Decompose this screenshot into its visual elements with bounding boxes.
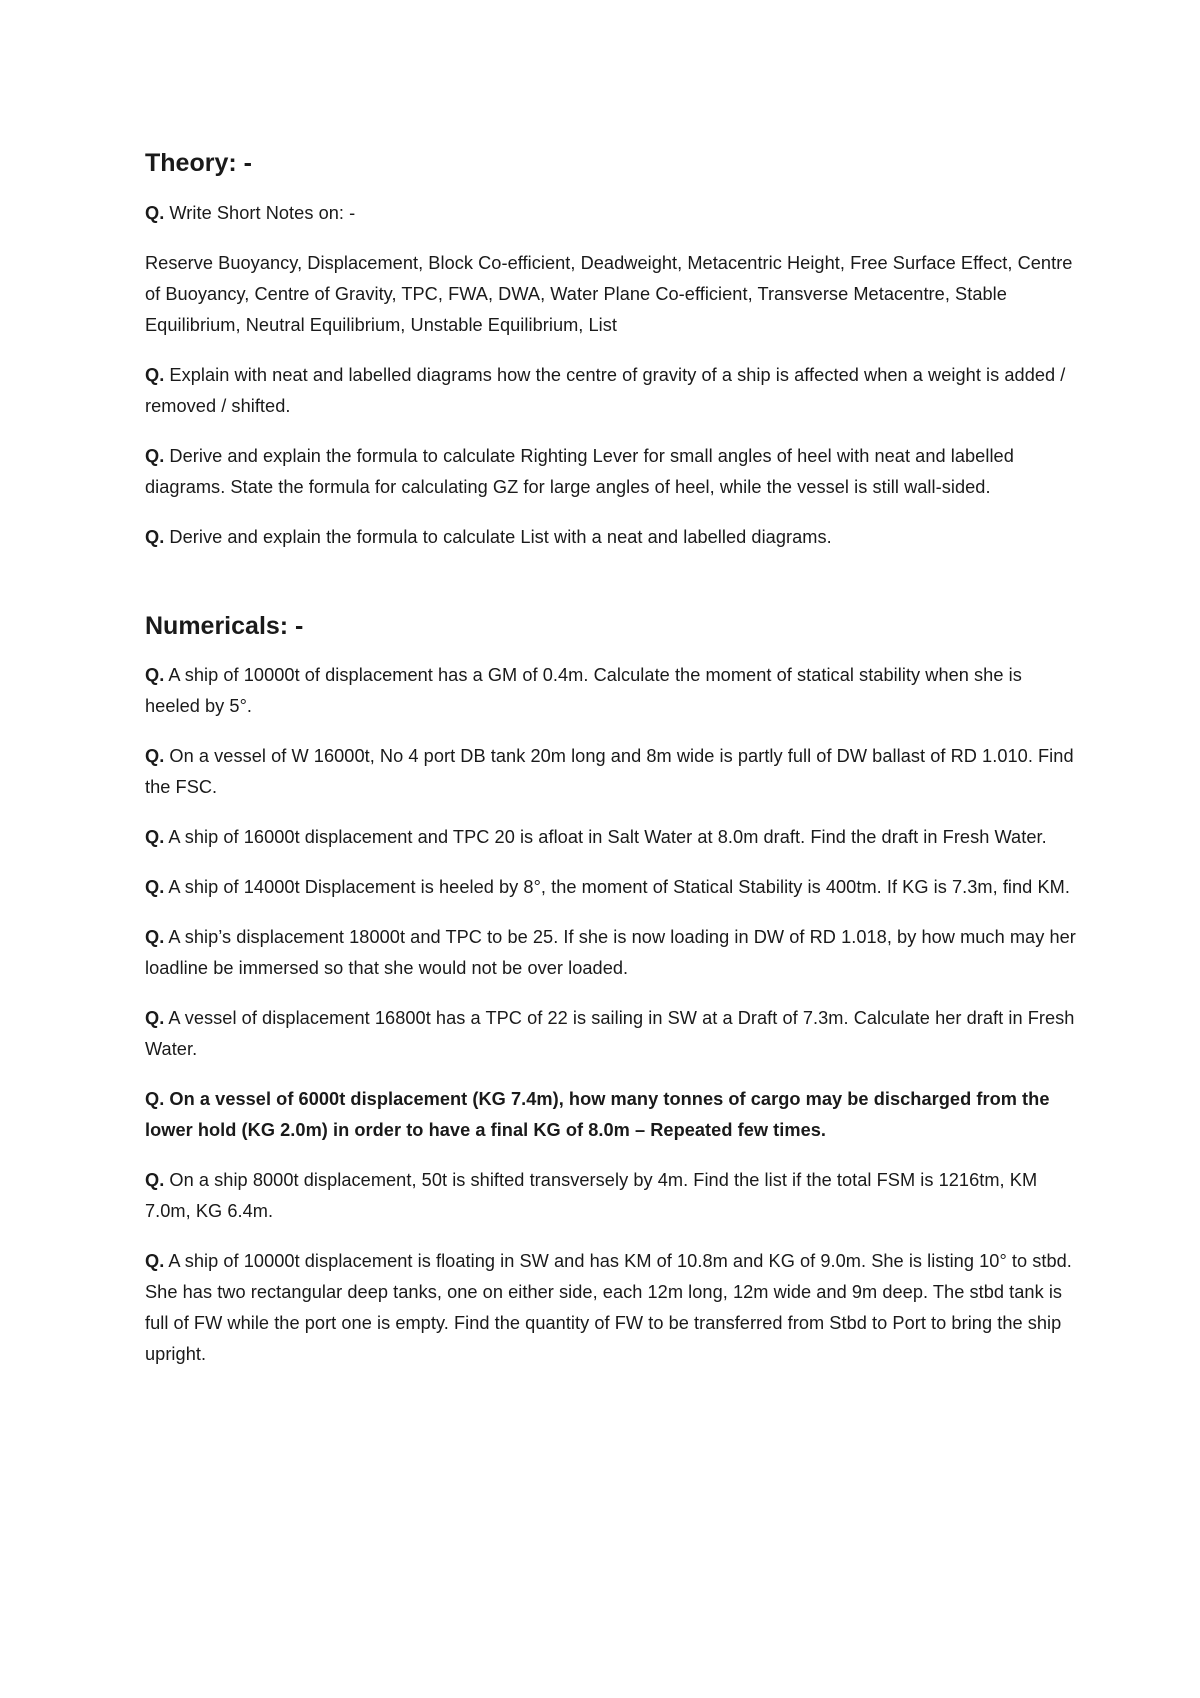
question-text: Derive and explain the formula to calculate Righting Lever for small angles of heel with neat and labelled diagrams. State the formula for calculating GZ for large angles of heel, while the vessel is still wall-sided. [145,446,1014,497]
question-text: A vessel of displacement 16800t has a TPC of 22 is sailing in SW at a Draft of 7.3m. Calculate her draft in Fresh Water. [145,1008,1075,1059]
question-marker: Q. [145,1170,165,1190]
numerical-question [145,822,1080,853]
question-marker: Q. [145,665,165,685]
numerical-question [145,922,1080,984]
theory-question [145,360,1080,422]
numerical-question [145,872,1080,903]
question-text: Derive and explain the formula to calculate List with a neat and labelled diagrams. [169,527,832,547]
numerical-question [145,660,1080,722]
question-marker: Q. [145,203,165,223]
topics-text: Reserve Buoyancy, Displacement, Block Co-efficient, Deadweight, Metacentric Height, Free Surface Effect, Centre of Buoyancy, Centre of Gravity, TPC, FWA, DWA, Water Plane Co-efficient, Transverse Metacentre, Stable Equilibrium, Neutral Equilibrium, Unstable Equilibrium, List [145,253,1073,335]
question-text: Explain with neat and labelled diagrams how the centre of gravity of a ship is affected when a weight is added / removed / shifted. [145,365,1066,416]
question-text: Write Short Notes on: - [169,203,356,223]
numerical-question [145,1003,1080,1065]
theory-heading: Theory: - [145,149,252,177]
question-text: A ship’s displacement 18000t and TPC to be 25. If she is now loading in DW of RD 1.018, by how much may her loadline be immersed so that she would not be over loaded. [145,927,1076,978]
question-text: On a vessel of 6000t displacement (KG 7.4m), how many tonnes of cargo may be discharged from the lower hold (KG 2.0m) in order to have a final KG of 8.0m – Repeated few times. [145,1089,1050,1140]
theory-question [145,198,1080,229]
question-text: On a vessel of W 16000t, No 4 port DB tank 20m long and 8m wide is partly full of DW ballast of RD 1.010. Find the FSC. [145,746,1074,797]
numerical-question [145,741,1080,803]
question-marker: Q. [145,827,165,847]
theory-question [145,441,1080,503]
question-marker: Q. [145,1008,165,1028]
numericals-heading: Numericals: - [145,612,304,640]
question-marker: Q. [145,446,165,466]
numerical-question [145,1165,1080,1227]
question-marker: Q. [145,746,165,766]
question-marker: Q. [145,877,165,897]
question-text: A ship of 14000t Displacement is heeled by 8°, the moment of Statical Stability is 400tm. If KG is 7.3m, find KM. [168,877,1070,897]
short-notes-topics [145,248,1080,341]
question-text: A ship of 10000t displacement is floating in SW and has KM of 10.8m and KG of 9.0m. She is listing 10° to stbd. She has two rectangular deep tanks, one on either side, each 12m long, 12m wide and 9m deep. The stbd tank is full of FW while the port one is empty. Find the quantity of FW to be transferred from Stbd to Port to bring the ship upright. [145,1251,1072,1364]
numerical-question [145,1246,1080,1370]
question-marker: Q. [145,1089,165,1109]
numerical-question-highlighted [145,1084,1080,1146]
question-text: A ship of 16000t displacement and TPC 20 is afloat in Salt Water at 8.0m draft. Find the draft in Fresh Water. [168,827,1047,847]
question-marker: Q. [145,365,165,385]
question-marker: Q. [145,927,165,947]
theory-question [145,522,1080,553]
question-text: On a ship 8000t displacement, 50t is shifted transversely by 4m. Find the list if the total FSM is 1216tm, KM 7.0m, KG 6.4m. [145,1170,1038,1221]
question-marker: Q. [145,527,165,547]
question-text: A ship of 10000t of displacement has a GM of 0.4m. Calculate the moment of statical stability when she is heeled by 5°. [145,665,1022,716]
question-marker: Q. [145,1251,165,1271]
